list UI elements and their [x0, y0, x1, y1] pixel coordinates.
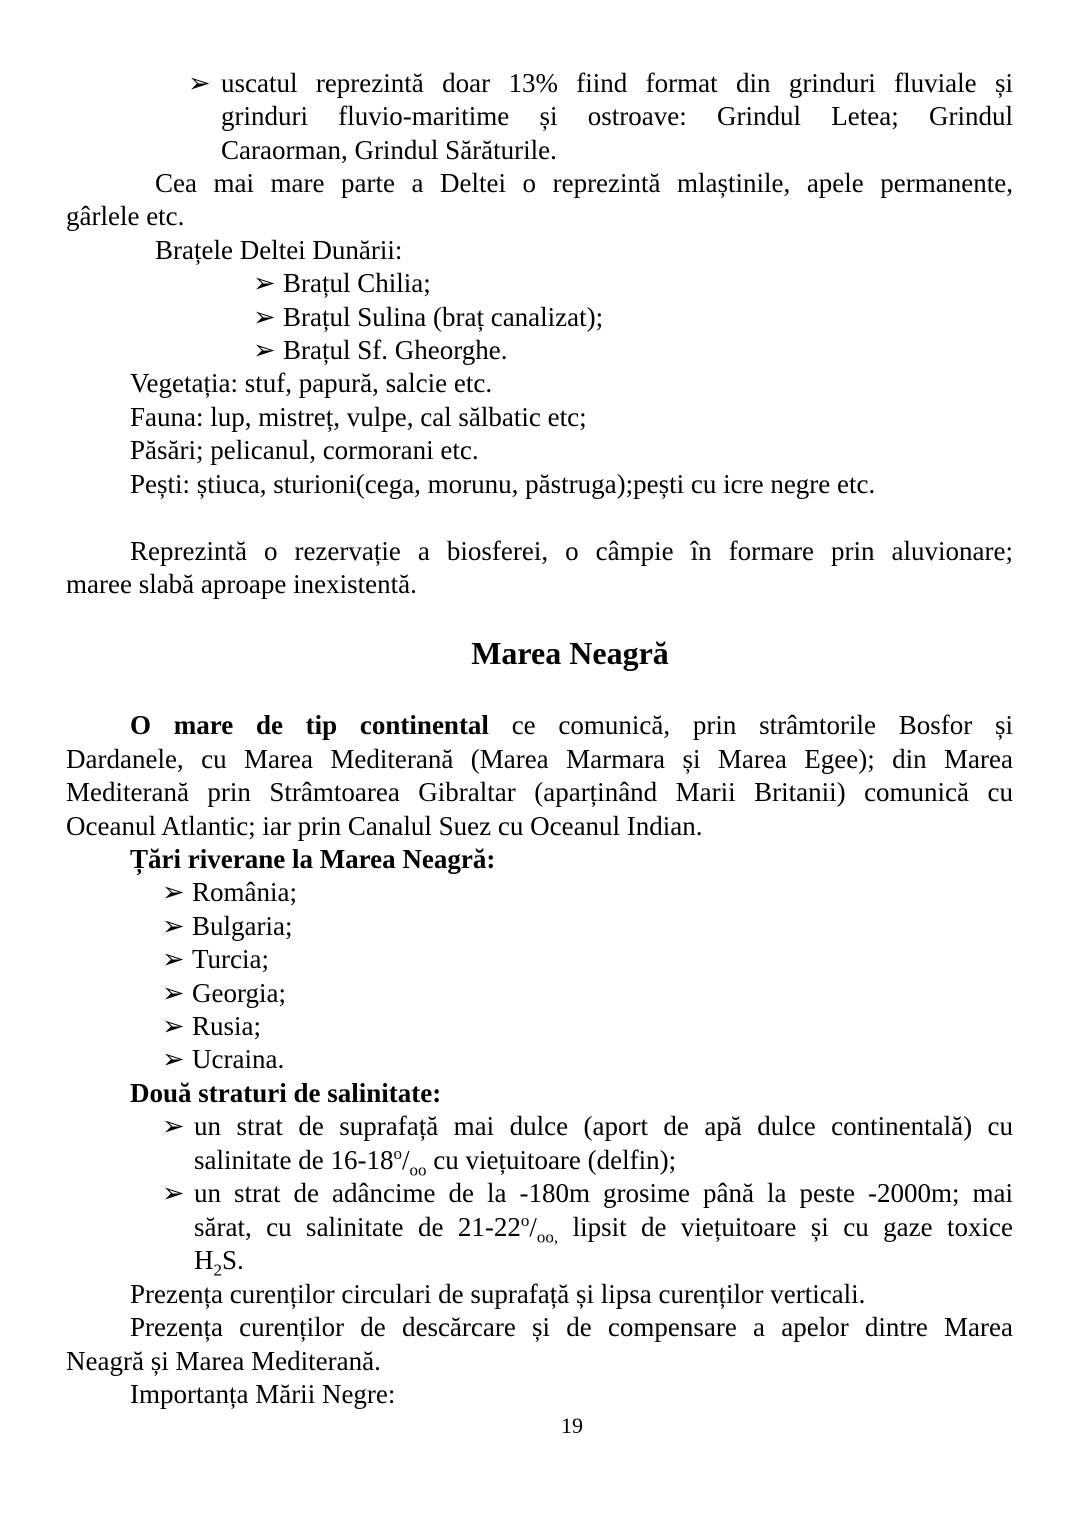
salinity-heading: Două straturi de salinitate: — [130, 1078, 442, 1108]
list-item — [162, 1110, 192, 1143]
paragraph-line: un strat de suprafață mai dulce (aport de apă dulce continentală) cu — [194, 1111, 1013, 1141]
permille-sup: o — [520, 1211, 530, 1230]
list-item: ➢ Brațul Chilia; — [253, 268, 431, 298]
paragraph-line: Cea mai mare parte a Deltei o reprezintă mlaștinile, apele permanente, — [155, 168, 1013, 198]
list-item: ➢ Brațul Sf. Gheorghe. — [253, 335, 508, 365]
paragraph-line: Mediterană prin Strâmtoarea Gibraltar (aparținând Marii Britanii) comunică cu — [66, 777, 1013, 807]
paragraph-line: maree slabă aproape inexistentă. — [66, 569, 417, 599]
fauna-line: Fauna: lup, mistreț, vulpe, cal sălbatic etc; — [130, 402, 587, 432]
list-item: ➢ Ucraina. — [162, 1044, 285, 1074]
chem-subscript: 2 — [213, 1260, 222, 1280]
bullet-arrow-icon: ➢ — [162, 1044, 185, 1074]
paragraph-line: Caraorman, Grindul Sărăturile. — [221, 135, 557, 165]
bullet-arrow-icon: ➢ — [162, 978, 185, 1008]
paragraph-line: Dardanele, cu Marea Mediterană (Marea Marmara și Marea Egee); din Marea — [66, 744, 1013, 774]
paragraph-line: gârlele etc. — [66, 201, 185, 231]
list-item: ➢ Turcia; — [162, 944, 270, 974]
paragraph-line: $H_2S$. — [194, 1245, 244, 1280]
list-item: ➢ Brațul Sulina (braț canalizat); — [253, 302, 604, 332]
bullet-arrow-icon: ➢ — [162, 944, 185, 974]
paragraph-line: Neagră și Marea Mediterană. — [66, 1346, 381, 1376]
permille-sup: o — [393, 1144, 402, 1163]
page-number: 19 — [561, 1413, 583, 1438]
fish-line: Pești: știuca, sturioni(cega, morunu, păstruga);pești cu icre negre etc. — [130, 469, 876, 499]
vegetation-line: Vegetația: stuf, papură, salcie etc. — [130, 368, 493, 398]
bullet-arrow-icon: ➢ — [253, 335, 276, 365]
bullet-arrow-icon: ➢ — [188, 68, 211, 98]
birds-line: Păsări; pelicanul, cormorani etc. — [130, 435, 479, 465]
section-title: Marea Neagră — [471, 635, 669, 671]
paragraph-line: Prezența curenților circulari de suprafață și lipsa curenților verticali. — [130, 1279, 866, 1309]
bullet-arrow-icon: ➢ — [162, 1111, 185, 1141]
bold-phrase: O mare de tip continental — [130, 710, 489, 740]
importance-heading: Importanța Mării Negre: — [130, 1379, 396, 1409]
bullet-arrow-icon: ➢ — [162, 1011, 185, 1041]
paragraph-line: Reprezintă o rezervație a biosferei, o câmpie în formare prin aluvionare; — [130, 536, 1013, 566]
branches-heading: Brațele Deltei Dunării: — [155, 235, 403, 265]
countries-heading: Țări riverane la Marea Neagră: — [130, 844, 496, 874]
paragraph-line: grinduri fluvio-maritime și ostroave: Grindul Letea; Grindul — [221, 101, 1013, 131]
bullet-arrow-icon: ➢ — [253, 268, 276, 298]
bullet-arrow-icon: ➢ — [162, 911, 185, 941]
paragraph-line: salinitate de $16-18^o/_{oo}$ cu viețuitoare (delfin); — [194, 1144, 677, 1180]
bullet-arrow-icon: ➢ — [162, 877, 185, 907]
list-item: ➢ Bulgaria; — [162, 911, 293, 941]
permille-sub: oo — [409, 1160, 427, 1180]
paragraph-line: un strat de adâncime de la -180m grosime până la peste -2000m; mai — [194, 1178, 1013, 1208]
permille-sub: oo, — [536, 1227, 559, 1247]
bullet-arrow-icon: ➢ — [253, 302, 276, 332]
list-item — [162, 1177, 192, 1210]
bullet-arrow-icon: ➢ — [162, 1178, 185, 1208]
list-item — [188, 67, 218, 100]
paragraph-line: Oceanul Atlantic; iar prin Canalul Suez cu Oceanul Indian. — [66, 811, 703, 841]
list-item: ➢ Georgia; — [162, 978, 286, 1008]
paragraph-line: uscatul reprezintă doar 13% fiind format din grinduri fluviale și — [221, 68, 1013, 98]
paragraph-line: O mare de tip continental ce comunică, prin strâmtorile Bosfor și — [130, 710, 1014, 740]
paragraph-line: sărat, cu salinitate de $21-22^o/_{oo,}$ lipsit de viețuitoare și cu gaze toxice — [194, 1211, 1013, 1247]
list-item: ➢ România; — [162, 877, 297, 907]
paragraph-line: Prezența curenților de descărcare și de compensare a apelor dintre Marea — [130, 1312, 1013, 1342]
list-item: ➢ Rusia; — [162, 1011, 262, 1041]
